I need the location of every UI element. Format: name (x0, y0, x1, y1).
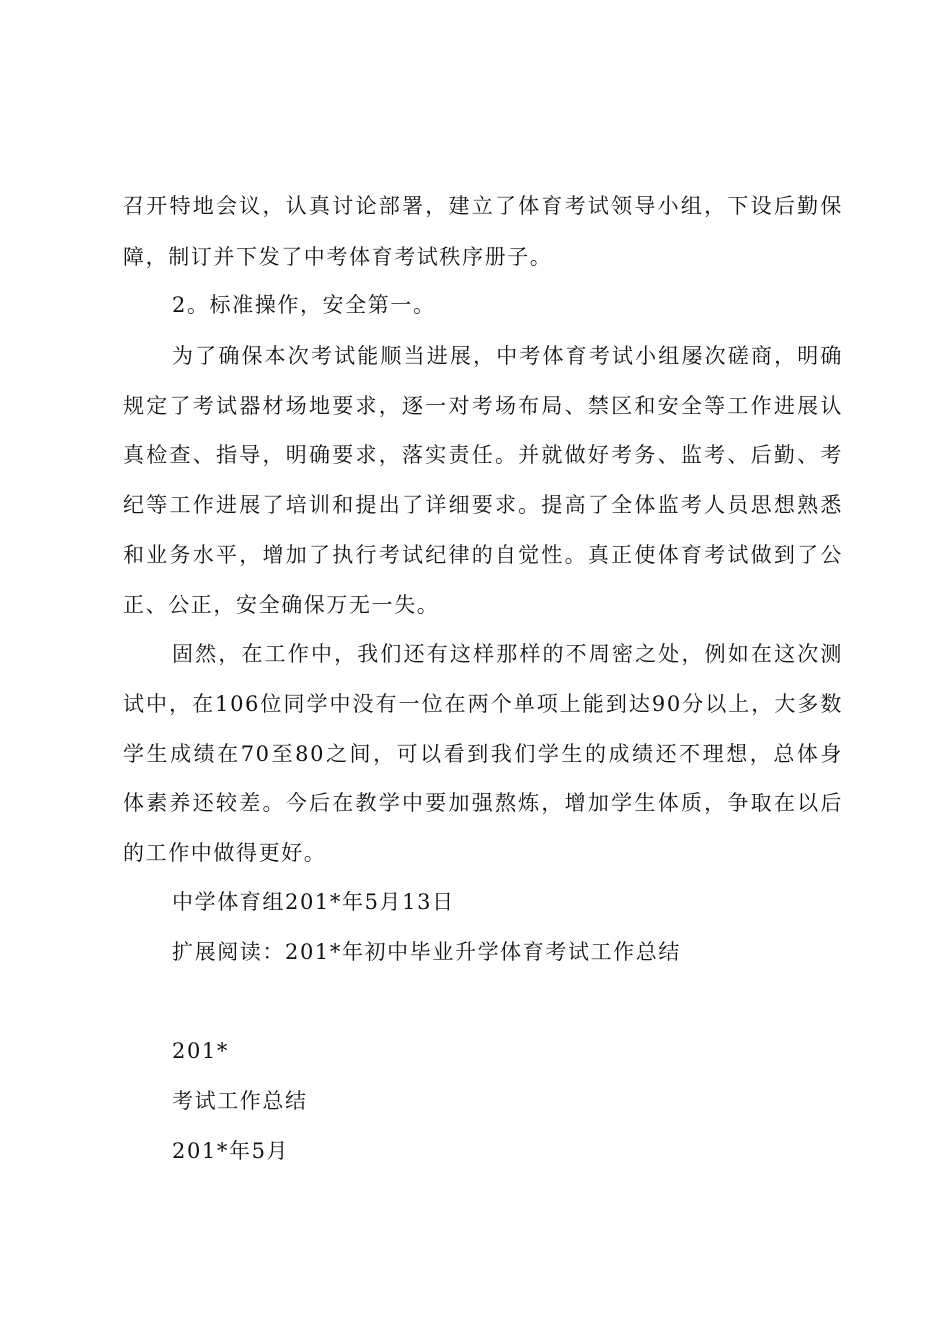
cover-date: 201*年5月 (172, 1139, 290, 1163)
paragraph-line: 规定了考试器材场地要求，逐一对考场布局、禁区和安全等工作进展认 (123, 394, 843, 418)
paragraph-line: 召开特地会议，认真讨论部署，建立了体育考试领导小组，下设后勤保 (123, 194, 843, 218)
paragraph-line: 学生成绩在70至80之间，可以看到我们学生的成绩还不理想，总体身 (123, 742, 843, 766)
paragraph-line: 正、公正，安全确保万无一失。 (123, 593, 440, 617)
section-heading: 2。标准操作，安全第一。 (172, 293, 436, 317)
paragraph-line: 试中，在106位同学中没有一位在两个单项上能到达90分以上，大多数 (123, 692, 843, 716)
paragraph-line: 固然，在工作中，我们还有这样那样的不周密之处，例如在这次测 (172, 642, 843, 666)
paragraph-line: 为了确保本次考试能顺当进展，中考体育考试小组屡次磋商，明确 (172, 344, 843, 368)
paragraph-line: 和业务水平，增加了执行考试纪律的自觉性。真正使体育考试做到了公 (123, 543, 843, 567)
paragraph-line: 纪等工作进展了培训和提出了详细要求。提高了全体监考人员思想熟悉 (123, 493, 843, 517)
signature-date: 中学体育组201*年5月13日 (172, 890, 455, 914)
cover-year: 201* (172, 1039, 229, 1063)
cover-title: 考试工作总结 (172, 1089, 308, 1113)
paragraph-line: 的工作中做得更好。 (123, 841, 327, 865)
paragraph-line: 真检查、指导，明确要求，落实责任。并就做好考务、监考、后勤、考 (123, 443, 843, 467)
extended-reading-title: 扩展阅读：201*年初中毕业升学体育考试工作总结 (172, 940, 681, 964)
paragraph-line: 障，制订并下发了中考体育考试秩序册子。 (123, 245, 553, 269)
paragraph-line: 体素养还较差。今后在教学中要加强熬炼，增加学生体质，争取在以后 (123, 791, 843, 815)
